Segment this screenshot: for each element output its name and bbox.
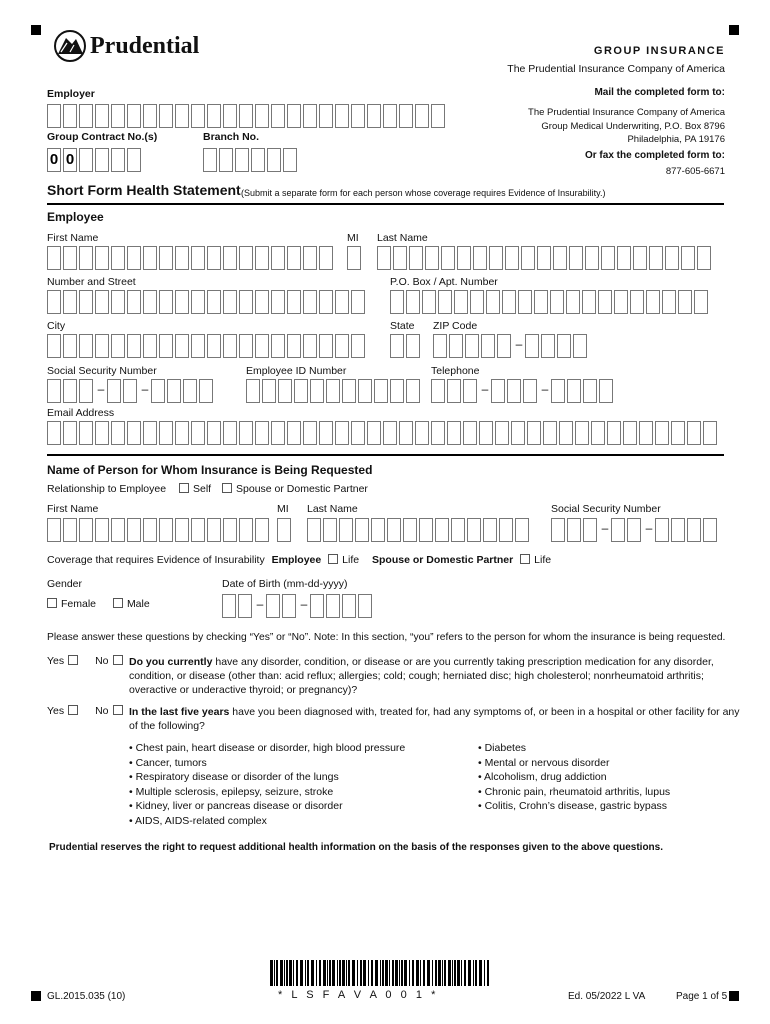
spouse-life-checkbox[interactable] xyxy=(520,554,530,564)
barcode-bar xyxy=(484,960,485,986)
condition-list-right xyxy=(478,741,670,814)
barcode-bar xyxy=(368,960,369,986)
zip-label: ZIP Code xyxy=(433,320,478,332)
group-contract-digit: 0 xyxy=(63,148,77,172)
coverage-employee-label: Employee xyxy=(271,554,322,566)
barcode-bar xyxy=(311,960,314,986)
company-name: The Prudential Insurance Company of America xyxy=(507,63,725,75)
city-label: City xyxy=(47,320,66,332)
list-item: • Alcoholism, drug addiction xyxy=(478,771,607,783)
list-item: • Multiple sclerosis, epilepsy, seizure, stroke xyxy=(129,785,334,798)
form-number: GL.2015.035 (10) xyxy=(47,991,126,1002)
barcode-bar xyxy=(461,960,462,986)
ssn-field[interactable]: – – xyxy=(47,379,215,403)
female-label: Female xyxy=(61,598,97,610)
spouse-life-label: Life xyxy=(534,554,552,566)
fax-title: Or fax the completed form to: xyxy=(584,150,725,161)
employee-last-name-field[interactable] xyxy=(377,246,713,270)
employee-first-name-label: First Name xyxy=(47,232,99,244)
zip-field[interactable]: – xyxy=(433,334,589,358)
barcode-bar xyxy=(464,960,466,986)
edition: Ed. 05/2022 L VA xyxy=(568,991,646,1002)
email-label: Email Address xyxy=(47,407,115,419)
barcode-bar xyxy=(346,960,347,986)
barcode-bar xyxy=(399,960,400,986)
barcode-bar xyxy=(435,960,437,986)
employee-id-field[interactable] xyxy=(246,379,422,403)
q1-line: overactive or underactive thyroid; or pregnancy)? xyxy=(129,684,358,697)
barcode-bar xyxy=(416,960,419,986)
q2-no-checkbox[interactable] xyxy=(113,705,123,715)
mail-title: Mail the completed form to: xyxy=(594,87,725,98)
barcode-bar xyxy=(284,960,285,986)
q1-line: have any disorder, condition, or disease or are you currently taking prescription medication for any disorder, xyxy=(212,656,714,668)
male-checkbox[interactable] xyxy=(113,598,123,608)
barcode-bar xyxy=(420,960,421,986)
barcode-bar xyxy=(468,960,471,986)
spouse-checkbox[interactable] xyxy=(222,483,232,493)
barcode-bar xyxy=(392,960,394,986)
title-rule xyxy=(47,203,724,205)
insured-heading: Name of Person for Whom Insurance is Being Requested xyxy=(47,463,373,477)
barcode-bar xyxy=(479,960,482,986)
insured-ssn-label: Social Security Number xyxy=(551,503,661,515)
dob-field[interactable]: – – xyxy=(222,594,374,618)
reserve-statement: Prudential reserves the right to request additional health information on the basis of the responses given to the above questions. xyxy=(49,842,663,853)
state-field[interactable] xyxy=(390,334,422,358)
relationship-row xyxy=(47,483,368,495)
coverage-label: Coverage that requires Evidence of Insurability xyxy=(47,554,265,566)
form-title: Short Form Health Statement xyxy=(47,182,241,198)
q2-answer xyxy=(47,705,127,717)
barcode-bar xyxy=(342,960,345,986)
barcode-bar xyxy=(452,960,453,986)
insured-last-name-label: Last Name xyxy=(307,503,358,515)
barcode-bar xyxy=(487,960,489,986)
self-label: Self xyxy=(193,483,212,495)
q2-line: of the following? xyxy=(129,720,205,733)
barcode-text: * L S F A V A 0 0 1 * xyxy=(278,989,437,1001)
barcode-bar xyxy=(319,960,321,986)
section-rule xyxy=(47,454,724,456)
employee-heading: Employee xyxy=(47,210,104,224)
barcode-bar xyxy=(423,960,425,986)
barcode-bar xyxy=(357,960,358,986)
barcode-bar xyxy=(448,960,451,986)
list-item: • Cancer, tumors xyxy=(129,756,207,769)
barcode-bar xyxy=(363,960,366,986)
barcode-bar xyxy=(348,960,350,986)
barcode-bar xyxy=(339,960,341,986)
q1-no-checkbox[interactable] xyxy=(113,655,123,665)
q2-bold: In the last five years xyxy=(129,706,230,718)
self-checkbox[interactable] xyxy=(179,483,189,493)
coverage-spouse-label: Spouse or Domestic Partner xyxy=(372,554,514,566)
barcode-bar xyxy=(360,960,362,986)
barcode-bar xyxy=(337,960,338,986)
po-box-label: P.O. Box / Apt. Number xyxy=(390,276,498,288)
city-field[interactable] xyxy=(47,334,367,358)
employee-life-label: Life xyxy=(342,554,360,566)
branch-label: Branch No. xyxy=(203,131,260,143)
q1-bold: Do you currently xyxy=(129,656,213,668)
spouse-label: Spouse or Domestic Partner xyxy=(236,483,368,495)
street-field[interactable] xyxy=(47,290,367,314)
barcode-bar xyxy=(293,960,294,986)
mail-address-line: Philadelphia, PA 19176 xyxy=(627,134,725,145)
female-checkbox[interactable] xyxy=(47,598,57,608)
email-field[interactable] xyxy=(47,421,719,445)
employee-mi-field[interactable] xyxy=(347,246,363,270)
q2-line: have you been diagnosed with, treated for, had any symptoms of, or been in a hospital or other facility for any xyxy=(229,706,740,718)
barcode xyxy=(270,960,492,986)
q1-line: condition, or disease (other than: acid reflux; allergies; cold; cough; herniated disc; high cholesterol; nonrheumatoid arthritis; xyxy=(129,670,704,683)
condition-list-left xyxy=(129,741,405,828)
barcode-bar xyxy=(316,960,317,986)
barcode-bar xyxy=(375,960,378,986)
telephone-label: Telephone xyxy=(431,365,480,377)
gender-label: Gender xyxy=(47,578,83,590)
barcode-bar xyxy=(289,960,292,986)
male-label: Male xyxy=(126,598,150,610)
registration-mark-top-left xyxy=(31,25,41,35)
barcode-bar xyxy=(382,960,384,986)
list-item: • AIDS, AIDS-related complex xyxy=(129,814,267,827)
list-item: • Kidney, liver or pancreas disease or disorder xyxy=(129,800,343,812)
q1-text xyxy=(129,655,729,698)
registration-mark-top-right xyxy=(729,25,739,35)
rock-icon xyxy=(52,30,88,62)
list-item: • Diabetes xyxy=(478,742,527,754)
barcode-bar xyxy=(401,960,403,986)
barcode-bar xyxy=(329,960,331,986)
q1-yes-label: Yes xyxy=(47,655,65,667)
barcode-bar xyxy=(352,960,355,986)
barcode-bar xyxy=(427,960,430,986)
barcode-bar xyxy=(296,960,298,986)
list-item: • Colitis, Crohn’s disease, gastric bypass xyxy=(478,800,668,812)
barcode-bar xyxy=(442,960,443,986)
insured-first-name-label: First Name xyxy=(47,503,99,515)
employee-life-checkbox[interactable] xyxy=(328,554,338,564)
insured-last-name-field[interactable] xyxy=(307,518,531,542)
barcode-bar xyxy=(371,960,373,986)
barcode-bar xyxy=(385,960,388,986)
q1-answer xyxy=(47,655,127,667)
barcode-bar xyxy=(307,960,309,986)
employee-mi-label: MI xyxy=(347,232,359,244)
group-contract-label: Group Contract No.(s) xyxy=(47,131,158,143)
employee-last-name-label: Last Name xyxy=(377,232,428,244)
q2-no-label: No xyxy=(95,705,109,717)
barcode-bar xyxy=(332,960,335,986)
employee-id-label: Employee ID Number xyxy=(246,365,347,377)
branch-field[interactable] xyxy=(203,148,299,172)
insured-mi-field[interactable] xyxy=(277,518,293,542)
registration-mark-bottom-left xyxy=(31,991,41,1001)
barcode-bar xyxy=(286,960,288,986)
registration-mark-bottom-right xyxy=(729,991,739,1001)
dob-label: Date of Birth (mm-dd-yyyy) xyxy=(222,578,348,590)
q2-text xyxy=(129,705,740,733)
barcode-bar xyxy=(280,960,283,986)
insured-ssn-field[interactable]: – – xyxy=(551,518,719,542)
barcode-bar xyxy=(454,960,456,986)
gender-options xyxy=(43,598,150,610)
list-item: • Respiratory disease or disorder of the lungs xyxy=(129,771,339,783)
telephone-field[interactable]: – – xyxy=(431,379,615,403)
barcode-bar xyxy=(412,960,414,986)
q1-yes-checkbox[interactable] xyxy=(68,655,78,665)
employer-field[interactable] xyxy=(47,104,447,128)
mail-address-line: Group Medical Underwriting, P.O. Box 8796 xyxy=(541,120,725,132)
coverage-row xyxy=(47,554,551,566)
q2-yes-checkbox[interactable] xyxy=(68,705,78,715)
insured-first-name-field[interactable] xyxy=(47,518,271,542)
group-contract-field[interactable] xyxy=(47,148,143,172)
q1-no-label: No xyxy=(95,655,109,667)
barcode-bar xyxy=(473,960,474,986)
state-label: State xyxy=(390,320,415,332)
barcode-bar xyxy=(389,960,390,986)
questions-intro: Please answer these questions by checking “Yes” or “No”. Note: In this section, “you” refers to the person for whom the insurance is being requested. xyxy=(47,632,726,643)
list-item: • Chest pain, heart disease or disorder, high blood pressure xyxy=(129,742,406,754)
prudential-logo xyxy=(52,30,199,62)
group-insurance-heading: GROUP INSURANCE xyxy=(593,45,725,57)
barcode-bar xyxy=(475,960,477,986)
barcode-bar xyxy=(300,960,303,986)
barcode-bar xyxy=(323,960,326,986)
po-box-field[interactable] xyxy=(390,290,710,314)
barcode-bar xyxy=(327,960,328,986)
barcode-bar xyxy=(438,960,441,986)
barcode-bar xyxy=(404,960,407,986)
q2-yes-label: Yes xyxy=(47,705,65,717)
barcode-bar xyxy=(444,960,446,986)
barcode-bar xyxy=(270,960,273,986)
barcode-bar xyxy=(395,960,398,986)
employer-label: Employer xyxy=(47,88,95,100)
barcode-bar xyxy=(274,960,275,986)
page-number: Page 1 of 5 xyxy=(676,991,728,1002)
barcode-bar xyxy=(432,960,433,986)
logo-text: Prudential xyxy=(90,32,200,59)
insured-mi-label: MI xyxy=(277,503,289,515)
barcode-bar xyxy=(409,960,410,986)
barcode-bar xyxy=(276,960,278,986)
barcode-bar xyxy=(457,960,460,986)
ssn-label: Social Security Number xyxy=(47,365,157,377)
barcode-bar xyxy=(380,960,381,986)
employee-first-name-field[interactable] xyxy=(47,246,335,270)
street-label: Number and Street xyxy=(47,276,136,288)
fax-number: 877-605-6671 xyxy=(665,166,725,177)
form-subtitle: (Submit a separate form for each person whose coverage requires Evidence of Insurability.) xyxy=(241,188,606,198)
relationship-label: Relationship to Employee xyxy=(47,483,167,495)
mail-address xyxy=(528,106,725,147)
mail-address-line: The Prudential Insurance Company of America xyxy=(528,107,725,118)
list-item: • Mental or nervous disorder xyxy=(478,756,610,769)
list-item: • Chronic pain, rheumatoid arthritis, lupus xyxy=(478,785,671,798)
barcode-bar xyxy=(305,960,306,986)
group-contract-digit: 0 xyxy=(47,148,61,172)
